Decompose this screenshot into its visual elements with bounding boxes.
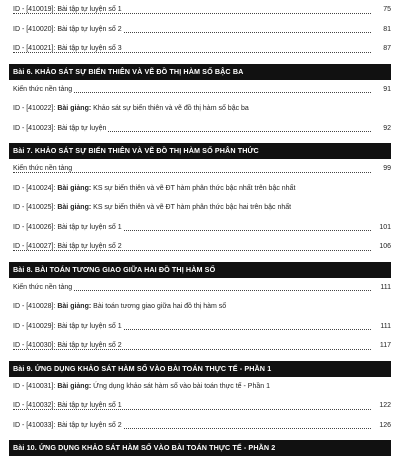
entry-title: Bài tập tự luyện số 2 xyxy=(57,243,122,250)
section-banner[interactable]: Bài 8. BÀI TOÁN TƯƠNG GIAO GIỮA HAI ĐỒ THỊ HÀM SỐ xyxy=(9,262,391,278)
toc-section xyxy=(9,440,391,456)
toc-section xyxy=(9,64,391,139)
entry-id: ID - [410021]: xyxy=(13,45,58,52)
entry-title: Bài tập tự luyện số 1 xyxy=(57,402,122,409)
entry-page: 126 xyxy=(378,416,391,436)
entry-id: ID - [410022]: xyxy=(13,105,58,112)
entry-id: ID - [410029]: xyxy=(13,322,58,330)
entry-title: Bài tập tự luyện số 2 xyxy=(57,421,122,429)
entry-title: Bài tập tự luyện số 3 xyxy=(57,45,122,52)
entry-page: 106 xyxy=(378,237,391,257)
entry-title: Khảo sát sự biến thiên và vẽ đồ thị hàm số bậc ba xyxy=(91,105,249,112)
entry-page: 111 xyxy=(379,317,391,337)
entry-lecture-label: Bài giảng: xyxy=(57,303,92,310)
entry-id: ID - [410031]: xyxy=(13,382,58,390)
entry-id: ID - [410025]: xyxy=(13,204,58,211)
toc-entry[interactable] xyxy=(9,416,391,436)
toc-section xyxy=(9,361,391,436)
entry-label: Kiến thức nền tảng xyxy=(13,85,73,93)
section-banner[interactable]: Bài 10. ỨNG DỤNG KHẢO SÁT HÀM SỐ VÀO BÀI TOÁN THỰC TẾ - PHẦN 2 xyxy=(9,440,391,456)
entry-title: Bài tập tự luyện số 1 xyxy=(57,6,122,13)
toc-entry[interactable] xyxy=(9,317,391,337)
entry-page: 101 xyxy=(378,218,391,238)
entry-title: KS sự biến thiên và vẽ ĐT hàm phân thức bậc nhất trên bậc nhất xyxy=(91,184,296,192)
toc-entry[interactable] xyxy=(9,119,391,139)
section-banner[interactable]: Bài 6. KHẢO SÁT SỰ BIẾN THIÊN VÀ VẼ ĐỒ THỊ HÀM SỐ BẬC BA xyxy=(9,64,391,80)
entry-title: Bài tập tự luyện số 1 xyxy=(57,322,122,330)
entry-title: Bài tập tự luyện số 1 xyxy=(57,223,122,231)
entry-title: Bài toán tương giao giữa hai đồ thị hàm số xyxy=(91,303,227,310)
toc-entry[interactable] xyxy=(9,278,391,298)
toc-entry[interactable] xyxy=(9,39,391,59)
top-entries xyxy=(9,0,391,59)
entry-page: 75 xyxy=(382,0,391,20)
toc-entry[interactable] xyxy=(9,159,391,179)
entry-label: Kiến thức nền tảng xyxy=(13,283,73,291)
entry-page: 81 xyxy=(382,20,391,40)
entry-page: 99 xyxy=(382,159,391,179)
entry-id: ID - [410026]: xyxy=(13,223,58,231)
toc-entry[interactable] xyxy=(9,0,391,20)
entry-page: 117 xyxy=(379,336,391,356)
entry-lecture-label: Bài giảng: xyxy=(57,382,92,390)
entry-id: ID - [410030]: xyxy=(13,342,58,349)
toc-entry[interactable] xyxy=(9,218,391,238)
entry-page: 122 xyxy=(378,396,391,416)
entry-page: 91 xyxy=(382,80,391,100)
entry-title: Bài tập tự luyện số 2 xyxy=(57,25,122,33)
toc-section xyxy=(9,143,391,257)
section-banner[interactable]: Bài 7. KHẢO SÁT SỰ BIẾN THIÊN VÀ VẼ ĐỒ THỊ HÀM SỐ PHÂN THỨC xyxy=(9,143,391,159)
entry-page: 87 xyxy=(382,39,391,59)
toc-entry[interactable] xyxy=(9,99,391,119)
entry-lecture-label: Bài giảng: xyxy=(57,184,92,192)
toc-entry[interactable] xyxy=(9,179,391,199)
entry-id: ID - [410033]: xyxy=(13,421,58,429)
entry-id: ID - [410028]: xyxy=(13,303,58,310)
toc-entry[interactable] xyxy=(9,198,391,218)
entry-id: ID - [410023]: xyxy=(13,124,58,132)
toc-entry[interactable] xyxy=(9,20,391,40)
entry-title: Bài tập tự luyện số 2 xyxy=(57,342,122,349)
toc-entry[interactable] xyxy=(9,237,391,257)
toc-section xyxy=(9,262,391,356)
entry-page: 92 xyxy=(382,119,391,139)
section-banner[interactable]: Bài 9. ỨNG DỤNG KHẢO SÁT HÀM SỐ VÀO BÀI TOÁN THỰC TẾ - PHẦN 1 xyxy=(9,361,391,377)
toc-entry[interactable] xyxy=(9,80,391,100)
toc-entry[interactable] xyxy=(9,297,391,317)
entry-label: Kiến thức nền tảng xyxy=(13,165,73,172)
toc-entry[interactable] xyxy=(9,377,391,397)
entry-title: KS sự biến thiên và vẽ ĐT hàm phân thức bậc hai trên bậc nhất xyxy=(91,204,292,211)
entry-id: ID - [410027]: xyxy=(13,243,58,250)
entry-id: ID - [410020]: xyxy=(13,25,58,33)
entry-id: ID - [410024]: xyxy=(13,184,58,192)
entry-lecture-label: Bài giảng: xyxy=(57,204,92,211)
entry-page: 111 xyxy=(379,278,391,298)
entry-lecture-label: Bài giảng: xyxy=(57,105,92,112)
entry-title: Ứng dụng khảo sát hàm số vào bài toán thực tế - Phần 1 xyxy=(91,382,270,390)
toc-entry[interactable] xyxy=(9,396,391,416)
entry-id: ID - [410019]: xyxy=(13,6,58,13)
entry-id: ID - [410032]: xyxy=(13,402,58,409)
entry-title: Bài tập tự luyện xyxy=(57,124,107,132)
toc-entry[interactable] xyxy=(9,336,391,356)
